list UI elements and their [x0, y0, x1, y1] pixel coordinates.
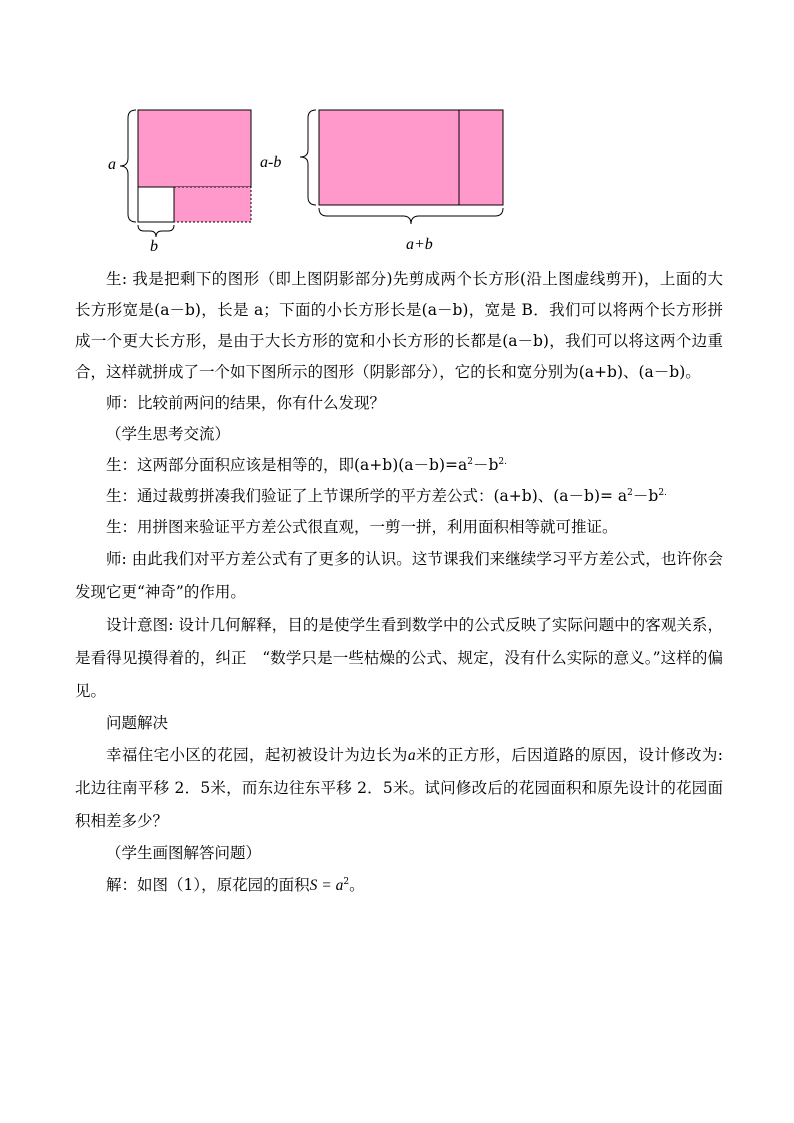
p12-text-a: 解：如图（1），原花园的面积	[106, 876, 310, 894]
p10-variable-a: a	[407, 747, 416, 764]
p5-text-b: －b	[632, 487, 659, 505]
label-a-minus-b: a-b	[260, 154, 282, 171]
paragraph-area-equal	[75, 450, 723, 481]
document-body	[75, 264, 723, 902]
figure-drawing	[100, 100, 530, 260]
paragraph-student-drawing: （学生画图解答问题）	[106, 844, 262, 862]
right-small-rect	[459, 110, 503, 205]
right-large-rect	[319, 110, 459, 205]
paragraph-student-explanation: 生: 我是把剩下的图形（即上图阴影部分)先剪成两个长方形(沿上图虚线剪开)，上面的大长方形宽是(a－b)，长是 a；下面的小长方形长是(a－b)，宽是 B．我们可以将两个长方形拼成一个更大长方形，是由于大长方形的宽和小长方形的长都是(a－b)，我们可以将这两个边重合，这样就拼成了一个如下图所示的图形（阴影部分），它的长和宽分别为(a+b)、(a－b)。	[75, 270, 723, 381]
p12-exponent: 2	[343, 877, 350, 887]
p5-text-a: 生：通过裁剪拼凑我们验证了上节课所学的平方差公式：(a+b)、(a－b)= a	[106, 487, 628, 505]
paragraph-teacher-question: 师：比较前两问的结果，你有什么发现？	[106, 394, 386, 412]
p10-text-b: 米的正方形，后因道路的原因，设计修改为:北边往南平移 2．5米，而东边往东平移 2．5米。试问修改后的花园面积和原先设计的花园面积相差多少？	[75, 746, 723, 830]
p5-exponent-1: 2	[627, 488, 633, 498]
brace-bottom-b	[138, 225, 174, 237]
left-square-bottom-rect	[174, 187, 251, 222]
p5-exponent-2: 2.	[658, 488, 667, 498]
p12-formula: S = a	[309, 877, 344, 894]
p4-text-a: 生：这两部分面积应该是相等的，即(a+b)(a－b)=a	[106, 456, 468, 474]
notch-square	[138, 187, 174, 222]
paragraph-teacher-summary: 师: 由此我们对平方差公式有了更多的认识。这节课我们来继续学习平方差公式，也许你会发现它更“神奇”的作用。	[75, 550, 723, 601]
p4-exponent-2: 2.	[498, 457, 507, 467]
p4-text-b: －b	[472, 456, 499, 474]
section-heading-problem-solving: 问题解决	[106, 714, 169, 732]
paragraph-puzzle-intuitive: 生：用拼图来验证平方差公式很直观，一剪一拼，利用面积相等就可推证。	[106, 518, 618, 536]
paragraph-design-intent: 设计意图: 设计几何解释，目的是使学生看到数学中的公式反映了实际问题中的客观关系，是看得见摸得着的，纠正 “数学只是一些枯燥的公式、规定，没有什么实际的意义。”这样的偏见。	[75, 616, 723, 700]
p12-text-b: 。	[349, 876, 365, 894]
label-b: b	[150, 238, 158, 255]
brace-right-a-b	[300, 110, 316, 205]
geometry-figure	[100, 100, 530, 260]
paragraph-garden-problem	[75, 739, 723, 838]
brace-bottom-a-b	[319, 208, 503, 224]
label-a: a	[108, 156, 116, 173]
p4-exponent-1: 2	[467, 457, 473, 467]
paragraph-student-discussion: （学生思考交流）	[106, 425, 231, 443]
brace-left-a	[120, 110, 136, 222]
paragraph-verification	[75, 481, 723, 512]
paragraph-solution	[75, 869, 723, 902]
left-square-top-rect	[138, 110, 251, 187]
label-a-plus-b: a+b	[406, 236, 433, 253]
p10-text-a: 幸福住宅小区的花园，起初被设计为边长为	[106, 746, 408, 764]
